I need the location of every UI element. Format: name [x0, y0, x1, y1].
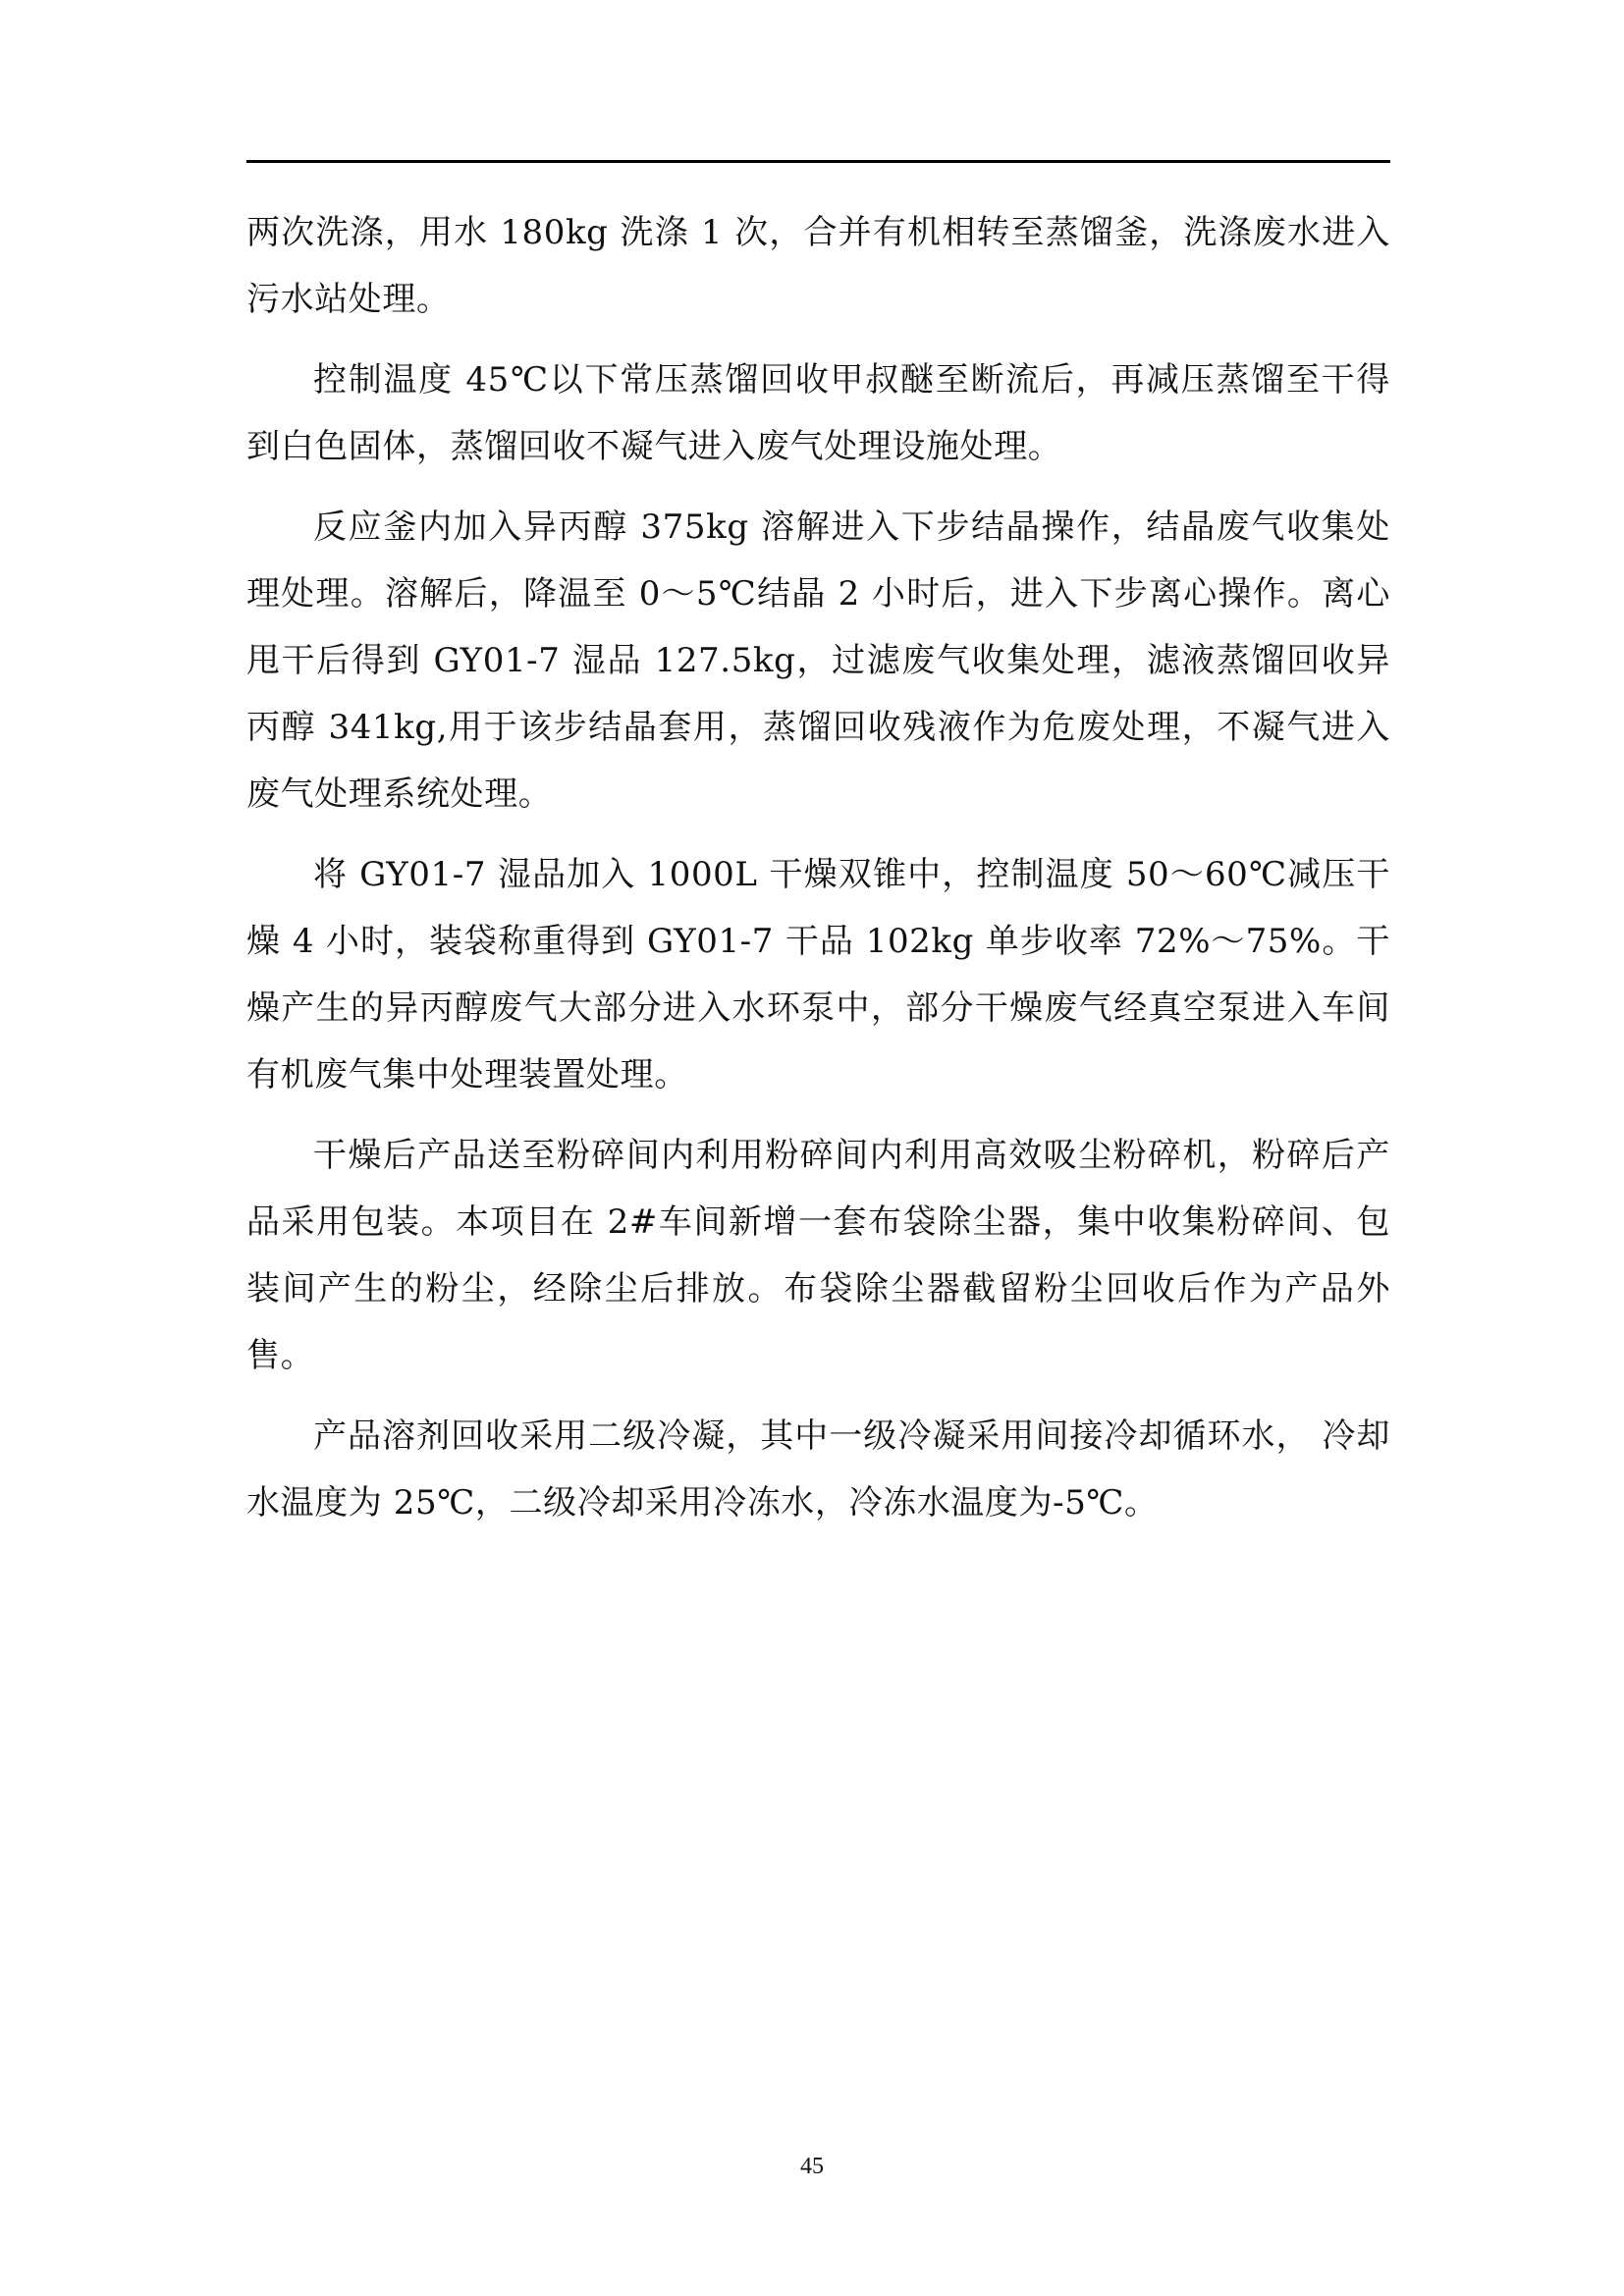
paragraph-continued: 两次洗涤，用水 180kg 洗涤 1 次，合并有机相转至蒸馏釜，洗涤废水进入污水站处理。: [246, 213, 1390, 319]
paragraph-crystallization: 反应釜内加入异丙醇 375kg 溶解进入下步结晶操作，结晶废气收集处理处理。溶解后，降温至 0～5℃结晶 2 小时后，进入下步离心操作。离心甩干后得到 GY01-7 湿品 127.5kg，过滤废气收集处理，滤液蒸馏回收异丙醇 341kg,用于该步结晶套用，蒸馏回收残液作为危废处理，不凝气进入废气处理系统处理。: [246, 507, 1390, 814]
paragraph-drying: 将 GY01-7 湿品加入 1000L 干燥双锥中，控制温度 50～60℃减压干燥 4 小时，装袋称重得到 GY01-7 干品 102kg 单步收率 72%～75%。干燥产生的异丙醇废气大部分进入水环泵中，部分干燥废气经真空泵进入车间有机废气集中处理装置处理。: [246, 855, 1390, 1095]
paragraph-solvent-recovery: 产品溶剂回收采用二级冷凝，其中一级冷凝采用间接冷却循环水， 冷却水温度为 25℃，二级冷却采用冷冻水，冷冻水温度为-5℃。: [246, 1416, 1390, 1522]
page-number: 45: [800, 2154, 824, 2179]
body-text: [246, 199, 1390, 1550]
header-rule: [246, 160, 1390, 163]
paragraph-crushing: 干燥后产品送至粉碎间内利用粉碎间内利用高效吸尘粉碎机，粉碎后产品采用包装。本项目在 2#车间新增一套布袋除尘器，集中收集粉碎间、包装间产生的粉尘，经除尘后排放。布袋除尘器截留粉尘回收后作为产品外售。: [246, 1136, 1390, 1375]
paragraph-distillation: 控制温度 45℃以下常压蒸馏回收甲叔醚至断流后，再减压蒸馏至干得到白色固体，蒸馏回收不凝气进入废气处理设施处理。: [246, 360, 1390, 466]
